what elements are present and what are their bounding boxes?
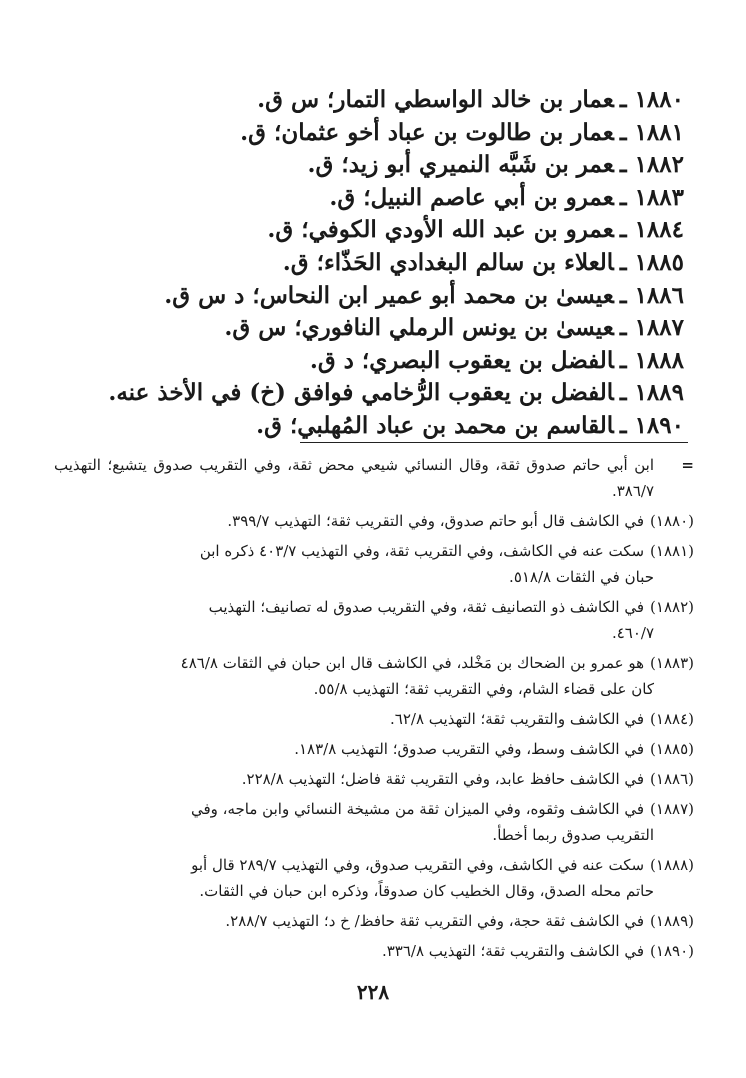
footnote — [54, 508, 694, 534]
footnote-text: في الكاشف وسط، وفي التقريب صدوق؛ التهذيب ١٨٣/٨. — [294, 740, 645, 758]
entry-text: عمرو بن عبد الله الأودي الكوفي؛ ق. — [267, 216, 614, 244]
footnote — [54, 594, 694, 646]
narrator-entry — [124, 84, 684, 117]
footnote-text: في الكاشف وثقوه، وفي الميزان ثقة من مشيخة النسائي وابن ماجه، وفي — [190, 800, 645, 818]
narrator-entry — [124, 214, 684, 247]
footnote-divider — [300, 442, 688, 443]
footnote-text-continued: حبان في الثقات ٥١٨/٨. — [509, 568, 654, 586]
entry-number: ١٨٨٢ ـ — [619, 151, 684, 179]
entry-number: ١٨٨١ ـ — [619, 118, 684, 146]
footnote-number: (١٨٨١) — [650, 542, 694, 560]
footnote-continuation — [54, 452, 694, 504]
footnote-number: (١٨٨٣) — [650, 654, 694, 672]
entry-number: ١٨٨٨ ـ — [619, 346, 684, 374]
footnote-text-continued: كان على قضاء الشام، وفي التقريب ثقة؛ التهذيب ٥٥/٨. — [313, 680, 654, 698]
entry-number: ١٨٩٠ ـ — [619, 411, 684, 439]
footnote-number: (١٨٨٨) — [650, 856, 694, 874]
narrator-entry — [124, 280, 684, 313]
entry-number: ١٨٨٣ ـ — [619, 183, 684, 211]
footnote-number: (١٨٨٤) — [650, 710, 694, 728]
footnote — [54, 736, 694, 762]
footnote — [54, 796, 694, 848]
footnote — [54, 766, 694, 792]
entry-text: الفضل بن يعقوب الرُّخامي فوافق (خ) في الأخذ عنه. — [108, 379, 614, 407]
footnote-text: في الكاشف والتقريب ثقة؛ التهذيب ٣٣٦/٨. — [381, 942, 645, 960]
footnote-text-continued: ٤٦٠/٧. — [611, 624, 654, 642]
footnote-number: (١٨٨٥) — [650, 740, 694, 758]
entry-number: ١٨٨٠ ـ — [619, 86, 684, 113]
entry-number: ١٨٨٧ ـ — [619, 314, 684, 342]
footnote-number: (١٨٨٦) — [650, 770, 694, 788]
footnote-text: سكت عنه في الكاشف، وفي التقريب ثقة، وفي التهذيب ٤٠٣/٧ ذكره ابن — [199, 542, 645, 560]
footnote-text: في الكاشف والتقريب ثقة؛ التهذيب ٦٢/٨. — [390, 710, 645, 728]
narrator-entry — [124, 345, 684, 378]
footnote-number: (١٨٨٩) — [650, 912, 694, 930]
footnotes — [54, 452, 694, 964]
entry-text: عمار بن طالوت بن عباد أخو عثمان؛ ق. — [240, 118, 614, 146]
entry-text: عمرو بن أبي عاصم النبيل؛ ق. — [329, 183, 614, 211]
entry-text: العلاء بن سالم البغدادي الحَذّاء؛ ق. — [282, 248, 614, 276]
entry-text: عيسىٰ بن يونس الرملي النافوري؛ س ق. — [224, 314, 614, 342]
footnote-text: في الكاشف ثقة حجة، وفي التقريب ثقة حافظ/ خ د؛ التهذيب ٢٨٨/٧. — [225, 912, 645, 930]
footnote-text: في الكاشف حافظ عابد، وفي التقريب ثقة فاضل؛ التهذيب ٢٢٨/٨. — [241, 770, 645, 788]
entry-text: القاسم بن محمد بن عباد المُهلبي؛ ق. — [256, 411, 614, 439]
footnote-text: هو عمرو بن الضحاك بن مَخْلد، في الكاشف قال ابن حبان في الثقات ٤٨٦/٨ — [180, 654, 645, 672]
footnote-text-continued: التقريب صدوق ربما أخطأ. — [492, 826, 654, 844]
footnote — [54, 650, 694, 702]
footnote-number: (١٨٩٠) — [650, 942, 694, 960]
entry-text: عمر بن شَبَّه النميري أبو زيد؛ ق. — [307, 151, 614, 179]
footnote-text: سكت عنه في الكاشف، وفي التقريب صدوق، وفي التهذيب ٢٨٩/٧ قال أبو — [191, 856, 645, 874]
narrator-entry — [124, 182, 684, 215]
footnote — [54, 908, 694, 934]
narrator-entry — [124, 410, 684, 443]
footnote — [54, 706, 694, 732]
footnote-number: (١٨٨٢) — [650, 598, 694, 616]
footnote-number: (١٨٨٠) — [650, 512, 694, 530]
footnote — [54, 538, 694, 590]
entry-number: ١٨٨٩ ـ — [619, 379, 684, 407]
narrator-entry — [124, 312, 684, 345]
narrator-entry — [124, 247, 684, 280]
entry-text: عيسىٰ بن محمد أبو عمير ابن النحاس؛ د س ق. — [164, 281, 614, 309]
narrator-entry — [108, 377, 684, 410]
footnote — [54, 852, 694, 904]
continuation-mark: = — [681, 456, 694, 474]
footnote-text: ابن أبي حاتم صدوق ثقة، وقال النسائي شيعي محض ثقة، وفي التقريب صدوق يتشيع؛ التهذيب ٣٨٦/٧. — [54, 456, 654, 500]
footnote-number: (١٨٨٧) — [650, 800, 694, 818]
entry-number: ١٨٨٦ ـ — [619, 281, 684, 309]
footnote-text-continued: حاتم محله الصدق، وقال الخطيب كان صدوقاً، وذكره ابن حبان في الثقات. — [199, 882, 654, 900]
page-number: ٢٢٨ — [356, 980, 390, 1004]
entry-text: عمار بن خالد الواسطي التمار؛ س ق. — [257, 86, 614, 113]
footnote-text: في الكاشف ذو التصانيف ثقة، وفي التقريب صدوق له تصانيف؛ التهذيب — [208, 598, 645, 616]
entry-number: ١٨٨٥ ـ — [619, 248, 684, 276]
footnote — [54, 938, 694, 964]
entry-text: الفضل بن يعقوب البصري؛ د ق. — [309, 346, 614, 374]
footnote-text: في الكاشف قال أبو حاتم صدوق، وفي التقريب ثقة؛ التهذيب ٣٩٩/٧. — [227, 512, 645, 530]
narrator-list — [108, 84, 684, 443]
narrator-entry — [124, 117, 684, 150]
entry-number: ١٨٨٤ ـ — [619, 216, 684, 244]
narrator-entry — [124, 149, 684, 182]
